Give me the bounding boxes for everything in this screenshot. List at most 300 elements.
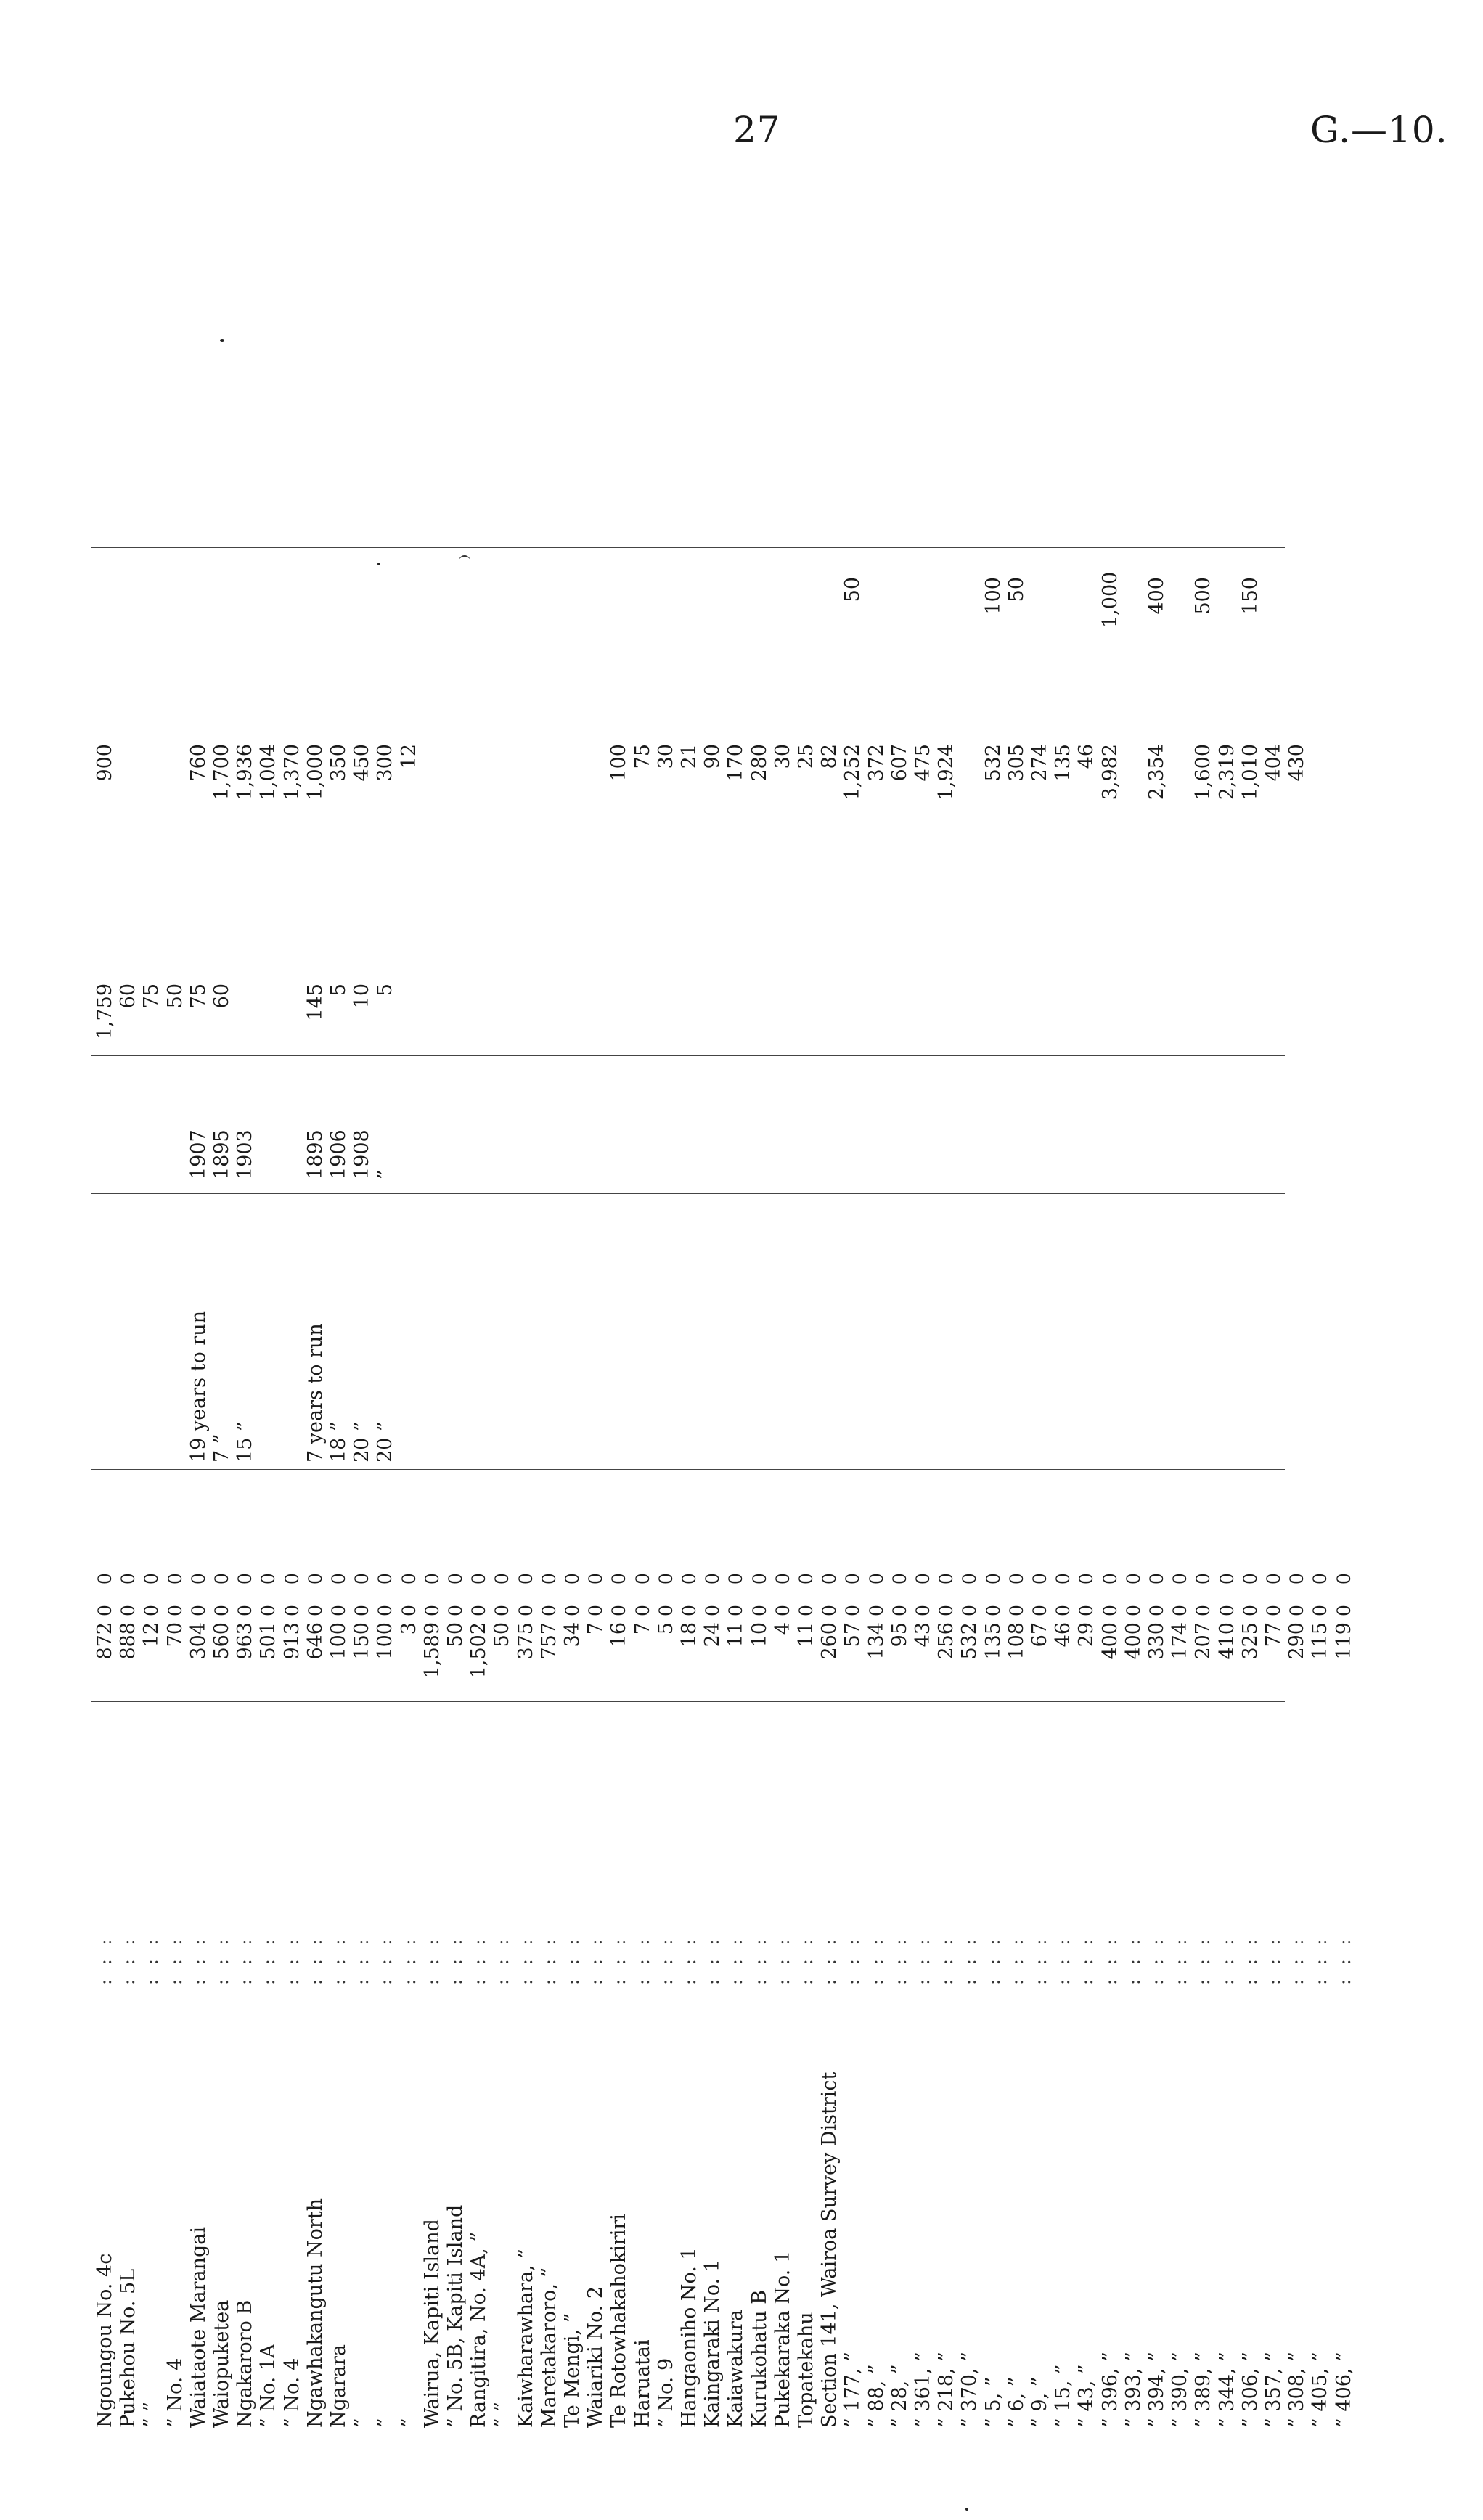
leader-dots: : : :: [142, 1934, 163, 1985]
leader-dots: : : :: [703, 1934, 724, 1985]
table-row: [842, 541, 864, 2428]
land-name: ” 218, ”: [935, 2352, 958, 2428]
assessed-cell: [491, 577, 513, 628]
land-name: Pukekaraka No. 1: [771, 2250, 794, 2428]
area-cell: [1310, 1566, 1331, 1695]
value-cell: [188, 744, 210, 824]
leader-dots: : : :: [866, 1934, 887, 1985]
area-cell-value: 12: [140, 1622, 163, 1648]
value-cell: [258, 744, 279, 824]
leader-dots: : : :: [188, 1934, 209, 1985]
zero-pence: 0 0: [819, 1566, 841, 1616]
zero-pence: 0 0: [1193, 1566, 1214, 1616]
assessed-cell: [282, 577, 303, 628]
leader-dots: : : :: [95, 1934, 115, 1985]
land-name: ” 344, ”: [1215, 2352, 1238, 2428]
area-cell-value: 43: [912, 1622, 934, 1648]
rent-cell: [468, 983, 490, 1042]
zero-pence: 0 0: [398, 1566, 420, 1616]
value-cell-value: 1,004: [257, 744, 280, 801]
value-cell-value: 46: [1075, 744, 1098, 769]
year-cell-value: 1908: [351, 1129, 374, 1179]
table-row: [1217, 541, 1238, 2428]
value-cell: [399, 744, 420, 824]
value-cell: [1076, 744, 1098, 824]
area-cell-value: 50: [491, 1622, 514, 1648]
table-row: [959, 541, 981, 2428]
table-row: [445, 541, 467, 2428]
area-cell-value: 50: [444, 1622, 467, 1648]
table-row: [515, 541, 537, 2428]
rent-cell-value: 5: [374, 983, 397, 997]
leader-dots: : : :: [492, 1934, 513, 1985]
area-cell: [749, 1566, 771, 1695]
leader-dots: : : :: [960, 1934, 981, 1985]
value-cell: [1053, 744, 1074, 824]
value-cell-value: 82: [818, 744, 841, 769]
zero-pence: 0 0: [702, 1566, 724, 1616]
value-cell: [1123, 744, 1145, 824]
leader-dots: : : :: [1076, 1934, 1098, 1985]
area-cell-value: 29: [1075, 1622, 1098, 1648]
assessed-cell: [655, 577, 677, 628]
assessed-cell: [1310, 577, 1331, 628]
value-cell: [655, 744, 677, 824]
table-row: [1240, 541, 1262, 2428]
land-name: Pukehou No. 5L: [117, 2268, 140, 2428]
area-cell-value: 330: [1145, 1622, 1168, 1660]
value-cell-value: 450: [351, 744, 374, 782]
zero-pence: 0 0: [865, 1566, 887, 1616]
assessed-cell: [1123, 577, 1145, 628]
zero-pence: 0 0: [912, 1566, 933, 1616]
rent-cell-value: 145: [303, 983, 327, 1021]
rent-cell: [632, 983, 654, 1042]
area-cell: [468, 1566, 490, 1695]
value-cell-value: 2,319: [1215, 744, 1238, 801]
table-row: [94, 541, 116, 2428]
leader-dots: : : :: [469, 1934, 490, 1985]
rent-cell: [1193, 983, 1214, 1042]
zero-pence: 0 0: [211, 1566, 232, 1616]
zero-pence: 0 0: [1076, 1566, 1098, 1616]
rent-cell: [351, 983, 373, 1042]
zero-pence: 0 0: [888, 1566, 910, 1616]
year-cell: [234, 1129, 256, 1179]
zero-pence: 0 0: [304, 1566, 326, 1616]
table-row: [1310, 541, 1331, 2428]
value-cell: [141, 744, 163, 824]
area-cell: [608, 1566, 630, 1695]
value-cell: [282, 744, 303, 824]
value-cell: [328, 744, 350, 824]
table-row: [819, 541, 841, 2428]
value-cell-value: 372: [865, 744, 888, 782]
not-assessed-brace: [459, 555, 470, 622]
land-name: ” 396, ”: [1098, 2352, 1122, 2428]
area-cell: [422, 1566, 444, 1695]
area-cell: [983, 1566, 1005, 1695]
area-cell-value: 646: [303, 1622, 327, 1660]
value-cell: [1310, 744, 1331, 824]
value-cell: [1006, 744, 1028, 824]
land-name: ” No. 1A: [257, 2344, 280, 2428]
value-cell: [375, 744, 396, 824]
area-cell-value: 150: [351, 1622, 374, 1660]
assessed-cell: [819, 577, 841, 628]
leader-dots: : : :: [586, 1934, 607, 1985]
rent-cell: [1123, 983, 1145, 1042]
zero-pence: 0 0: [725, 1566, 747, 1616]
value-cell: [118, 744, 139, 824]
zero-pence: 0 0: [679, 1566, 700, 1616]
assessed-cell: [562, 577, 584, 628]
leader-dots: : : :: [1240, 1934, 1261, 1985]
year-cell-value: 1907: [187, 1129, 210, 1179]
year-cell: [351, 1129, 373, 1179]
area-cell-value: 67: [1029, 1622, 1051, 1648]
value-cell: [1333, 744, 1355, 824]
zero-pence: 0 0: [1146, 1566, 1167, 1616]
land-name: ” No. 4: [280, 2357, 303, 2428]
value-cell-value: 170: [724, 744, 748, 782]
ink-speck: [220, 339, 224, 342]
area-cell-value: 256: [935, 1622, 958, 1660]
area-cell: [539, 1566, 560, 1695]
term-cell: [328, 1421, 350, 1462]
term-cell-value: 20 ”: [374, 1421, 397, 1462]
land-name: Ngakaroro B: [234, 2299, 257, 2428]
area-cell: [819, 1566, 841, 1695]
area-cell-value: 115: [1309, 1622, 1332, 1660]
land-name: ” 357, ”: [1262, 2352, 1285, 2428]
zero-pence: 0 0: [164, 1566, 186, 1616]
assessed-cell-value: 1,000: [1098, 571, 1122, 628]
assessed-cell: [1146, 577, 1168, 628]
area-cell-value: 108: [1005, 1622, 1028, 1660]
leader-dots: : : :: [1030, 1934, 1050, 1985]
year-cell-value: 1903: [234, 1129, 257, 1179]
area-cell: [515, 1566, 537, 1695]
leader-dots: : : :: [1287, 1934, 1308, 1985]
zero-pence: 0 0: [796, 1566, 817, 1616]
rent-cell: [1263, 983, 1285, 1042]
value-cell: [1146, 744, 1168, 824]
rent-cell: [1333, 983, 1355, 1042]
area-cell-value: 95: [888, 1622, 911, 1648]
leader-dots: : : :: [1333, 1934, 1355, 1985]
value-cell-value: 100: [608, 744, 631, 782]
value-cell-value: 1,252: [841, 744, 865, 801]
land-name: Wairua, Kapiti Island: [420, 2219, 444, 2428]
table-row: [889, 541, 911, 2428]
value-cell-value: 1,700: [211, 744, 233, 801]
zero-pence: 0 0: [118, 1566, 139, 1616]
land-name: Waiataote Marangai: [187, 2226, 210, 2428]
rotated-land-table: [94, 541, 1401, 2428]
rent-cell: [234, 983, 256, 1042]
year-cell: [375, 1169, 396, 1179]
zero-pence: 0 0: [748, 1566, 770, 1616]
assessed-cell: [796, 577, 817, 628]
value-cell-value: 1,600: [1192, 744, 1215, 801]
area-cell-value: 16: [608, 1622, 631, 1648]
leader-dots: : : :: [796, 1934, 817, 1985]
land-name: ” 43, ”: [1075, 2364, 1098, 2428]
assessed-cell: [1263, 577, 1285, 628]
land-name: Kaiwharawhara, ”: [514, 2248, 537, 2428]
land-name: Haruatai: [631, 2339, 654, 2428]
value-cell: [1240, 744, 1262, 824]
area-cell-value: 913: [280, 1622, 303, 1660]
table-row: [608, 541, 630, 2428]
value-cell: [351, 744, 373, 824]
area-cell: [1029, 1566, 1051, 1695]
land-name: ” 406, ”: [1332, 2352, 1355, 2428]
assessed-cell: [1098, 571, 1122, 628]
rent-cell: [936, 983, 957, 1042]
leader-dots: : : :: [655, 1934, 677, 1985]
zero-pence: 0 0: [234, 1566, 256, 1616]
table-row: [165, 541, 187, 2428]
value-cell-value: 90: [701, 744, 724, 769]
ink-speck: [377, 562, 380, 565]
value-cell-value: 900: [94, 744, 116, 782]
leader-dots: : : :: [749, 1934, 770, 1985]
land-name: ”: [351, 2418, 374, 2428]
land-name: ” 306, ”: [1238, 2352, 1262, 2428]
year-cell-value: 1895: [211, 1129, 233, 1179]
assessed-cell: [351, 577, 373, 628]
area-cell: [1146, 1566, 1168, 1695]
land-name: ” 5, ”: [981, 2376, 1005, 2428]
assessed-cell: [679, 577, 700, 628]
leader-dots: : : :: [563, 1934, 583, 1985]
area-cell: [1286, 1566, 1308, 1695]
zero-pence: 0 0: [1333, 1566, 1355, 1616]
land-name: ” ”: [140, 2401, 163, 2428]
assessed-cell: [188, 577, 210, 628]
area-cell: [679, 1566, 700, 1695]
table-row: [399, 541, 420, 2428]
rent-cell: [141, 983, 163, 1042]
value-cell: [234, 744, 256, 824]
table-row: [1076, 541, 1098, 2428]
assessed-cell: [539, 577, 560, 628]
zero-pence: 0 0: [1286, 1566, 1308, 1616]
value-cell-value: 12: [397, 744, 420, 769]
leader-dots: : : :: [889, 1934, 910, 1985]
area-cell-value: 100: [327, 1622, 350, 1660]
leader-dots: : : :: [983, 1934, 1004, 1985]
land-name: Waiopuketea: [211, 2299, 233, 2428]
area-cell: [328, 1566, 350, 1695]
zero-pence: 0 0: [562, 1566, 583, 1616]
zero-pence: 0 0: [421, 1566, 443, 1616]
zero-pence: 0 0: [445, 1566, 466, 1616]
value-cell: [608, 744, 630, 824]
area-cell-value: 18: [678, 1622, 700, 1648]
table-row: [211, 541, 233, 2428]
table-row: [1053, 541, 1074, 2428]
table-row: [1146, 541, 1168, 2428]
value-cell-value: 25: [795, 744, 817, 769]
value-cell: [491, 744, 513, 824]
area-cell: [632, 1566, 654, 1695]
assessed-cell: [1169, 577, 1191, 628]
area-cell-value: 3: [397, 1622, 420, 1635]
area-cell-value: 174: [1169, 1622, 1192, 1660]
zero-pence: 0 0: [842, 1566, 864, 1616]
value-cell: [445, 744, 467, 824]
value-cell: [468, 744, 490, 824]
land-name: ” 9, ”: [1029, 2376, 1051, 2428]
leader-dots: : : :: [282, 1934, 303, 1985]
area-cell-value: 57: [841, 1622, 865, 1648]
value-cell-value: 3,982: [1098, 744, 1122, 801]
rent-cell: [1217, 983, 1238, 1042]
area-cell: [1169, 1566, 1191, 1695]
table-row: [468, 541, 490, 2428]
zero-pence: 0 0: [772, 1566, 793, 1616]
table-row: [1333, 541, 1355, 2428]
value-cell: [1286, 744, 1308, 824]
area-cell-value: 872: [94, 1622, 116, 1660]
rent-cell: [1053, 983, 1074, 1042]
rent-cell-value: 75: [187, 983, 210, 1009]
leader-dots: : : :: [1193, 1934, 1214, 1985]
rent-cell: [842, 983, 864, 1042]
area-cell: [1053, 1566, 1074, 1695]
area-cell: [655, 1566, 677, 1695]
value-cell: [866, 744, 888, 824]
year-cell-value: ”: [374, 1169, 397, 1179]
area-cell: [959, 1566, 981, 1695]
assessed-cell: [1076, 577, 1098, 628]
area-cell-value: 963: [234, 1622, 257, 1660]
area-cell: [211, 1566, 233, 1695]
zero-pence: 0 0: [258, 1566, 279, 1616]
value-cell: [1263, 744, 1285, 824]
rent-cell-value: 75: [140, 983, 163, 1009]
rent-cell: [491, 983, 513, 1042]
rent-cell: [725, 983, 747, 1042]
land-name: Te Rotowhakahokiriri: [608, 2214, 631, 2428]
area-cell-value: 400: [1098, 1622, 1122, 1660]
assessed-cell: [94, 577, 116, 628]
assessed-cell: [772, 577, 794, 628]
zero-pence: 0 0: [468, 1566, 490, 1616]
value-cell: [422, 744, 444, 824]
zero-pence: 0 0: [1169, 1566, 1191, 1616]
land-name: ” 15, ”: [1052, 2364, 1075, 2428]
rent-cell: [328, 983, 350, 1042]
leader-dots: : : :: [515, 1934, 536, 1985]
value-cell: [959, 744, 981, 824]
land-name: Ngoungou No. 4c: [94, 2253, 116, 2428]
assessed-cell-value: 150: [1238, 577, 1262, 615]
value-cell: [539, 744, 560, 824]
area-cell-value: 260: [818, 1622, 841, 1660]
land-name: Kurukohatu B: [748, 2289, 771, 2428]
leader-dots: : : :: [165, 1934, 186, 1985]
value-cell-value: 475: [912, 744, 934, 782]
term-cell-value: 7 years to run: [303, 1323, 327, 1462]
value-cell-value: 760: [187, 744, 210, 782]
table-row: [1169, 541, 1191, 2428]
zero-pence: 0 0: [141, 1566, 163, 1616]
zero-pence: 0 0: [281, 1566, 303, 1616]
term-cell: [305, 1323, 327, 1462]
area-cell-value: 1,589: [420, 1622, 444, 1679]
rent-cell: [749, 983, 771, 1042]
area-cell: [1333, 1566, 1355, 1695]
land-name: ”: [397, 2418, 420, 2428]
area-cell-value: 5: [654, 1622, 677, 1635]
table-row: [539, 541, 560, 2428]
land-name: Ngawhakangutu North: [303, 2198, 327, 2428]
value-cell-value: 350: [327, 744, 350, 782]
year-cell: [328, 1129, 350, 1179]
rent-cell: [445, 983, 467, 1042]
assessed-cell: [165, 577, 187, 628]
zero-pence: 0 0: [491, 1566, 513, 1616]
area-cell-value: 77: [1262, 1622, 1285, 1648]
area-cell-value: 888: [117, 1622, 140, 1660]
rent-cell: [399, 983, 420, 1042]
table-row: [655, 541, 677, 2428]
assessed-cell: [211, 577, 233, 628]
area-cell: [1123, 1566, 1145, 1695]
assessed-cell: [328, 577, 350, 628]
assessed-cell: [1240, 577, 1262, 628]
leader-dots: : : :: [1053, 1934, 1074, 1985]
leader-dots: : : :: [399, 1934, 420, 1985]
table-row: [1193, 541, 1214, 2428]
table-row: [936, 541, 957, 2428]
land-name: ” 6, ”: [1005, 2376, 1028, 2428]
leader-dots: : : :: [375, 1934, 396, 1985]
table-row: [702, 541, 724, 2428]
value-cell-value: 2,354: [1145, 744, 1168, 801]
table-row: [234, 541, 256, 2428]
zero-pence: 0 0: [1099, 1566, 1121, 1616]
area-cell: [1240, 1566, 1262, 1695]
rent-cell: [702, 983, 724, 1042]
table-row: [632, 541, 654, 2428]
area-cell: [375, 1566, 396, 1695]
value-cell: [936, 744, 957, 824]
value-cell: [842, 744, 864, 824]
assessed-cell: [468, 577, 490, 628]
area-cell-value: 560: [211, 1622, 233, 1660]
land-name: Topatekahu: [795, 2312, 817, 2428]
year-cell: [188, 1129, 210, 1179]
zero-pence: 0 0: [1005, 1566, 1027, 1616]
value-cell: [211, 744, 233, 824]
value-cell: [632, 744, 654, 824]
assessed-cell: [375, 577, 396, 628]
land-name: ”: [374, 2418, 397, 2428]
area-cell: [1100, 1566, 1122, 1695]
value-cell-value: 532: [981, 744, 1005, 782]
area-cell: [889, 1566, 911, 1695]
leader-dots: : : :: [212, 1934, 232, 1985]
assessed-cell: [585, 577, 607, 628]
table-row: [866, 541, 888, 2428]
area-cell: [1193, 1566, 1214, 1695]
assessed-cell: [959, 577, 981, 628]
